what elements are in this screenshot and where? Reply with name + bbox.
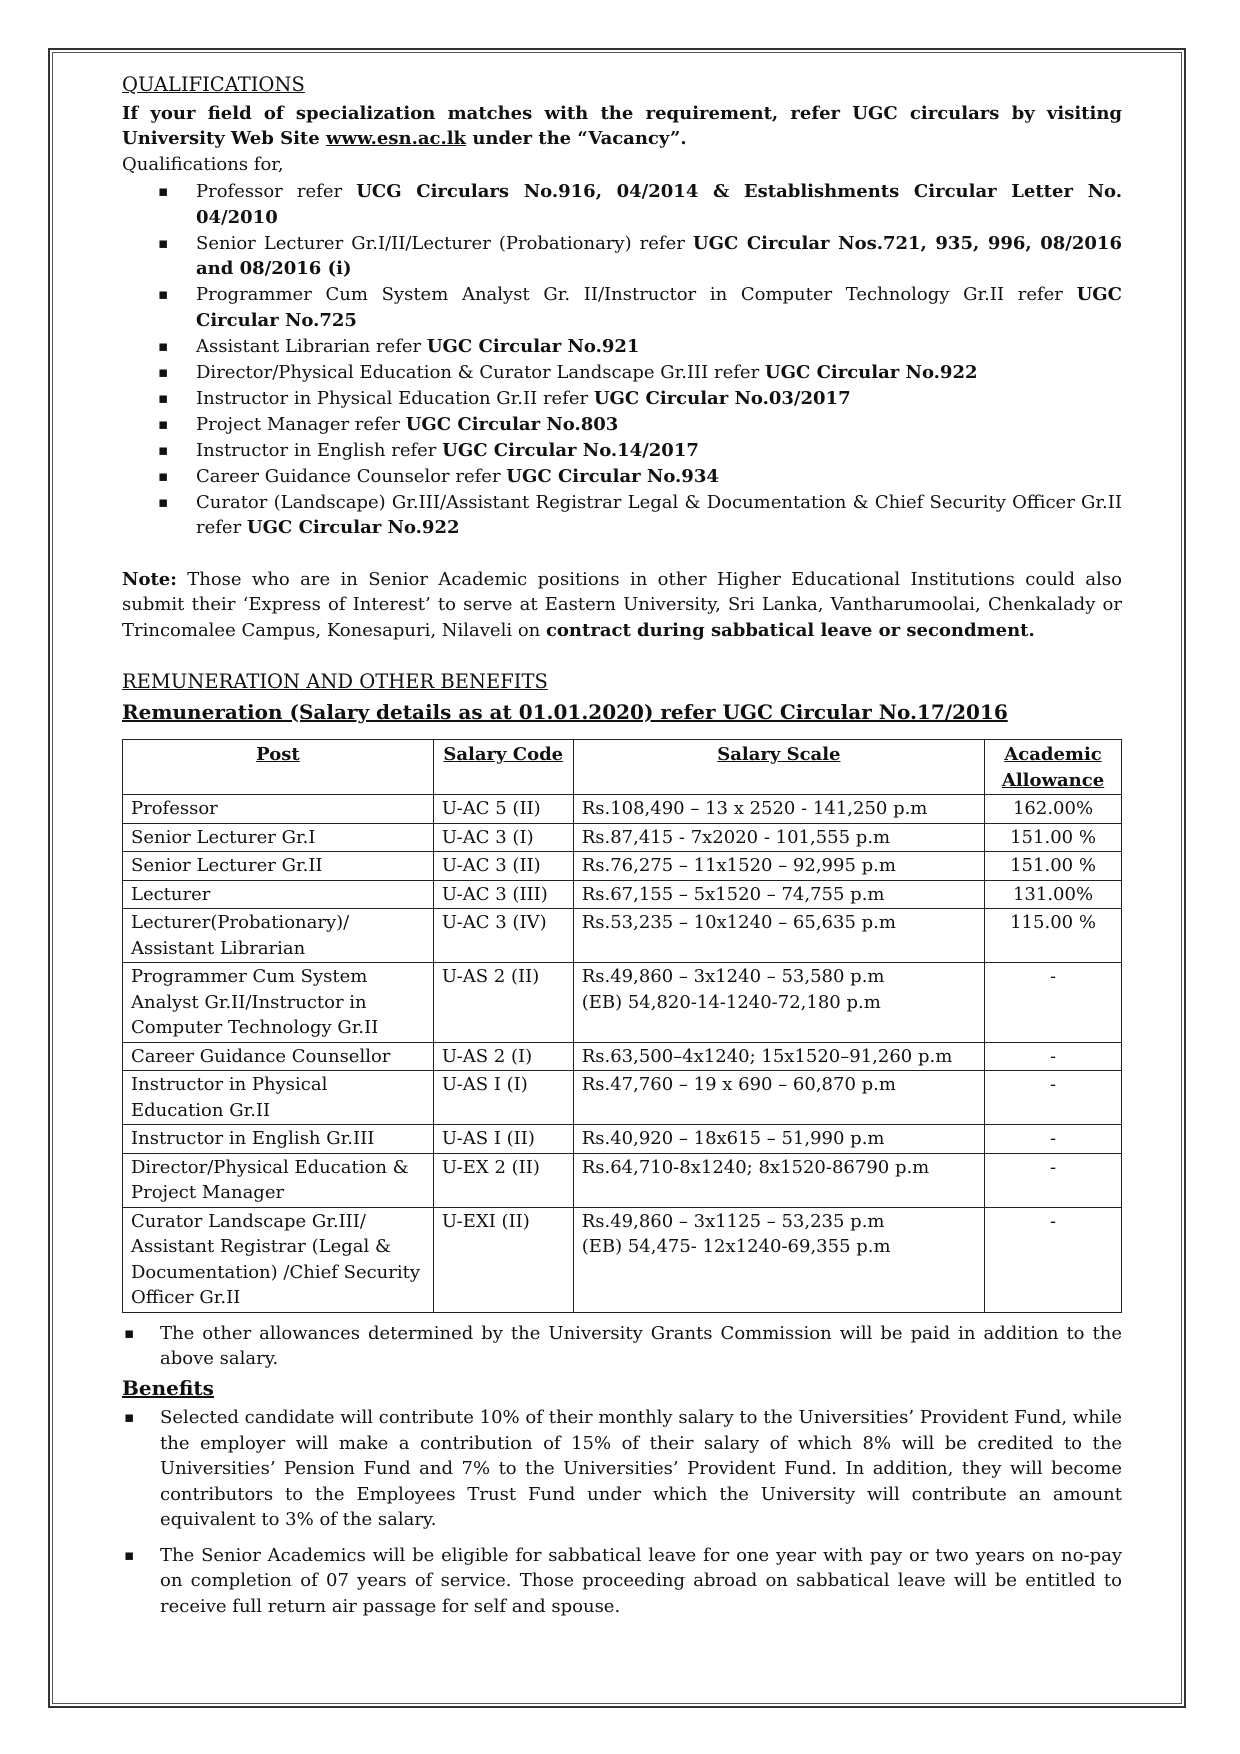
qualification-item: ▪ Assistant Librarian refer UGC Circular No.921	[122, 334, 1122, 360]
table-row	[123, 909, 1122, 963]
cell-scale: Rs.87,415 - 7x2020 - 101,555 p.m	[573, 823, 984, 852]
table-header-row	[123, 740, 1122, 795]
col-header-post: Post	[123, 740, 434, 795]
cell-code: U-AC 3 (I)	[433, 823, 573, 852]
table-row	[123, 852, 1122, 881]
qualification-item: ▪ Curator (Landscape) Gr.III/Assistant Registrar Legal & Documentation & Chief Security Officer Gr.II refer UGC Circular No.922	[122, 490, 1122, 541]
table-row	[123, 823, 1122, 852]
table-row	[123, 1042, 1122, 1071]
cell-code: U-EX 2 (II)	[433, 1153, 573, 1207]
qualification-item: ▪ Instructor in English refer UGC Circular No.14/2017	[122, 438, 1122, 464]
qualifications-for-label: Qualifications for,	[122, 153, 284, 175]
website-link[interactable]: www.esn.ac.lk	[325, 128, 467, 149]
cell-post: Lecturer(Probationary)/ Assistant Librarian	[123, 909, 434, 963]
cell-scale-line-eb: (EB) 54,820-14-1240-72,180 p.m	[581, 991, 881, 1013]
cell-code: U-AS I (I)	[433, 1071, 573, 1125]
qualification-item: ▪ Director/Physical Education & Curator Landscape Gr.III refer UGC Circular No.922	[122, 360, 1122, 386]
cell-scale: Rs.47,760 – 19 x 690 – 60,870 p.m	[573, 1071, 984, 1125]
qualification-item: ▪ Career Guidance Counselor refer UGC Circular No.934	[122, 464, 1122, 490]
cell-allowance: 115.00 %	[985, 909, 1122, 963]
cell-post: Curator Landscape Gr.III/ Assistant Registrar (Legal & Documentation) /Chief Security Officer Gr.II	[123, 1207, 434, 1312]
benefit-item: ▪ The Senior Academics will be eligible for sabbatical leave for one year with pay or two years on no-pay on completion of 07 years of service. Those proceeding abroad on sabbatical leave will be entitled to receive full return air passage for self and spouse.	[122, 1543, 1122, 1620]
intro-text: If your field of specialization matches with the requirement, refer UGC circulars by visiting University Web Site	[122, 102, 1122, 149]
cell-scale	[573, 963, 984, 1043]
cell-post: Instructor in Physical Education Gr.II	[123, 1071, 434, 1125]
cell-scale: Rs.76,275 – 11x1520 – 92,995 p.m	[573, 852, 984, 881]
cell-post: Career Guidance Counsellor	[123, 1042, 434, 1071]
table-row	[123, 1071, 1122, 1125]
intro-text-end: under the “Vacancy”.	[466, 128, 687, 149]
col-header-academic-allowance: Academic Allowance	[985, 740, 1122, 795]
table-row	[123, 1207, 1122, 1312]
cell-scale-line: Rs.49,860 – 3x1240 – 53,580 p.m	[581, 966, 885, 987]
cell-code: U-AC 3 (II)	[433, 852, 573, 881]
salary-table	[122, 739, 1122, 1313]
cell-allowance: -	[985, 1207, 1122, 1312]
cell-post: Director/Physical Education & Project Manager	[123, 1153, 434, 1207]
qualification-item: ▪ Programmer Cum System Analyst Gr. II/Instructor in Computer Technology Gr.II refer UGC Circular No.725	[122, 282, 1122, 333]
cell-allowance: -	[985, 1125, 1122, 1154]
cell-scale: Rs.64,710-8x1240; 8x1520-86790 p.m	[573, 1153, 984, 1207]
cell-scale-line-eb: (EB) 54,475- 12x1240-69,355 p.m	[581, 1236, 891, 1257]
qualification-item: ▪ Project Manager refer UGC Circular No.803	[122, 412, 1122, 438]
after-table-note: ▪ The other allowances determined by the University Grants Commission will be paid in addition to the above salary.	[122, 1321, 1122, 1372]
cell-post: Professor	[123, 795, 434, 824]
note-text-bold: contract during sabbatical leave or secondment.	[545, 619, 1035, 641]
note-paragraph	[122, 567, 1122, 644]
table-row	[123, 1125, 1122, 1154]
cell-code: U-AC 5 (II)	[433, 795, 573, 824]
col-header-salary-scale: Salary Scale	[573, 740, 984, 795]
table-row	[123, 1153, 1122, 1207]
note-text: Those who are in Senior Academic positions in other Higher Educational Institutions could also submit their ‘Express of Interest’ to serve at Eastern University, Sri Lanka, Vantharumoolai, Chenkalady or Trincomalee Campus, Konesapuri, Nilaveli on	[122, 568, 1122, 641]
cell-code: U-AC 3 (IV)	[433, 909, 573, 963]
remuneration-heading: REMUNERATION AND OTHER BENEFITS	[122, 670, 548, 693]
cell-scale: Rs.40,920 – 18x615 – 51,990 p.m	[573, 1125, 984, 1154]
cell-scale: Rs.63,500–4x1240; 15x1520–91,260 p.m	[573, 1042, 984, 1071]
note-label: Note:	[122, 568, 177, 590]
cell-code: U-AS I (II)	[433, 1125, 573, 1154]
cell-code: U-AS 2 (I)	[433, 1042, 573, 1071]
cell-code: U-AC 3 (III)	[433, 880, 573, 909]
cell-post: Senior Lecturer Gr.I	[123, 823, 434, 852]
cell-code: U-AS 2 (II)	[433, 963, 573, 1043]
qualifications-heading: QUALIFICATIONS	[122, 73, 305, 96]
cell-allowance: 151.00 %	[985, 852, 1122, 881]
table-row	[123, 880, 1122, 909]
cell-post: Senior Lecturer Gr.II	[123, 852, 434, 881]
qualifications-list	[122, 179, 1122, 541]
cell-code: U-EXI (II)	[433, 1207, 573, 1312]
cell-post: Programmer Cum System Analyst Gr.II/Instructor in Computer Technology Gr.II	[123, 963, 434, 1043]
qualifications-intro	[122, 101, 1122, 152]
table-row	[123, 963, 1122, 1043]
cell-scale	[573, 1207, 984, 1312]
qualification-item: ▪ Professor refer UCG Circulars No.916, 04/2014 & Establishments Circular Letter No. 04/2010	[122, 179, 1122, 230]
col-header-salary-code: Salary Code	[433, 740, 573, 795]
cell-allowance: 162.00%	[985, 795, 1122, 824]
cell-post: Lecturer	[123, 880, 434, 909]
table-row	[123, 795, 1122, 824]
qualification-item: ▪ Instructor in Physical Education Gr.II refer UGC Circular No.03/2017	[122, 386, 1122, 412]
cell-scale: Rs.108,490 – 13 x 2520 - 141,250 p.m	[573, 795, 984, 824]
cell-allowance: -	[985, 963, 1122, 1043]
cell-allowance: -	[985, 1153, 1122, 1207]
cell-allowance: 131.00%	[985, 880, 1122, 909]
cell-scale-line: Rs.49,860 – 3x1125 – 53,235 p.m	[581, 1210, 885, 1232]
cell-scale: Rs.67,155 – 5x1520 – 74,755 p.m	[573, 880, 984, 909]
benefits-heading: Benefits	[122, 1375, 214, 1400]
cell-allowance: -	[985, 1042, 1122, 1071]
cell-allowance: -	[985, 1071, 1122, 1125]
cell-post: Instructor in English Gr.III	[123, 1125, 434, 1154]
cell-scale: Rs.53,235 – 10x1240 – 65,635 p.m	[573, 909, 984, 963]
qualification-item: ▪ Senior Lecturer Gr.I/II/Lecturer (Probationary) refer UGC Circular Nos.721, 935, 996, 08/2016 and 08/2016 (i)	[122, 231, 1122, 282]
remuneration-subheading: Remuneration (Salary details as at 01.01.2020) refer UGC Circular No.17/2016	[122, 699, 1008, 724]
after-table-list	[122, 1321, 1122, 1372]
benefit-item: ▪ Selected candidate will contribute 10% of their monthly salary to the Universities’ Provident Fund, while the employer will make a contribution of 15% of their salary of which 8% will be credited to the Universities’ Pension Fund and 7% to the Universities’ Provident Fund. In addition, they will become contributors to the Employees Trust Fund under which the University will contribute an amount equivalent to 3% of the salary.	[122, 1405, 1122, 1533]
cell-allowance: 151.00 %	[985, 823, 1122, 852]
document-body	[122, 72, 1122, 1619]
benefits-list	[122, 1405, 1122, 1619]
